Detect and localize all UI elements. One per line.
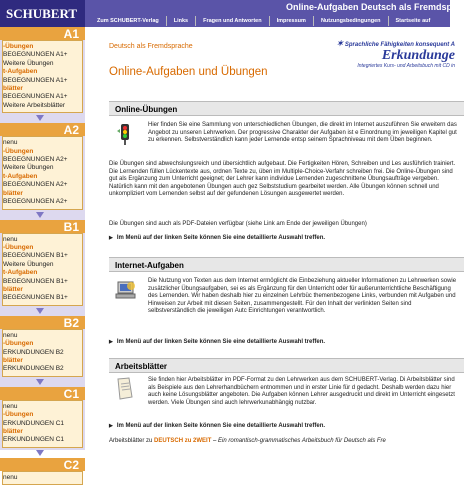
section-divider [0, 448, 85, 458]
sidebar-item[interactable]: blätter [3, 189, 23, 197]
top-nav-item[interactable]: Startseite auf [388, 16, 438, 26]
sidebar-item[interactable]: t-Aufgaben [3, 269, 38, 277]
level-header[interactable] [0, 220, 85, 233]
sidebar-item[interactable]: nenu [3, 235, 18, 243]
level-label: C1 [63, 386, 79, 401]
arbeitsblaetter-heading: Arbeitsblätter [109, 358, 464, 373]
sidebar-item[interactable]: BEGEGNUNGEN A2+ [3, 156, 68, 164]
top-bar [0, 0, 453, 27]
traffic-light-icon [115, 123, 135, 143]
top-nav [90, 16, 437, 26]
triangle-right-icon: ▶ [109, 235, 113, 241]
worksheet-icon [115, 377, 135, 397]
level-header[interactable] [0, 387, 85, 400]
sidebar-item[interactable]: ERKUNDUNGEN B2 [3, 365, 64, 373]
erkundungen-banner[interactable] [310, 39, 455, 69]
computer-icon [115, 279, 135, 299]
arrow-down-icon [36, 308, 44, 314]
level-header[interactable] [0, 316, 85, 329]
arbeitsblaetter-footer-line [109, 438, 459, 446]
level-menu [2, 233, 83, 306]
level-menu [2, 40, 83, 113]
level-header[interactable] [0, 27, 85, 40]
sidebar-item[interactable]: BEGEGNUNGEN A2+ [3, 198, 68, 206]
site-title: Online-Aufgaben Deutsch als Fremdsp [286, 2, 453, 12]
sidebar-item[interactable]: t-Aufgaben [3, 172, 38, 180]
footer-pre: Arbeitsblätter zu [109, 438, 155, 444]
internet-menu-hint[interactable] [109, 339, 325, 345]
level-label: B2 [63, 315, 79, 330]
sidebar [0, 27, 85, 481]
level-menu [2, 400, 83, 448]
online-uebungen-heading: Online-Übungen [109, 101, 464, 116]
sidebar-item[interactable]: BEGEGNUNGEN B1+ [3, 294, 68, 302]
sidebar-item[interactable]: nenu [3, 331, 18, 339]
online-menu-hint-text: Im Menü auf der linken Seite können Sie eine detaillierte Auswahl treffen. [116, 235, 326, 241]
arrow-down-icon [36, 212, 44, 218]
sidebar-item[interactable]: Weitere Übungen [3, 260, 54, 268]
page-title: Online-Aufgaben und Übungen [109, 66, 268, 78]
sidebar-item[interactable]: nenu [3, 473, 18, 481]
level-header[interactable] [0, 123, 85, 136]
sidebar-item[interactable]: -Übungen [3, 243, 34, 251]
level-menu [2, 329, 83, 377]
level-label: B1 [63, 219, 79, 234]
internet-paragraph: Die Nutzung von Texten aus dem Internet ermöglicht die Einbeziehung aktueller Informationen zu Lehrwerken sowie zusätzlicher Übungsaufgaben, sei es als Ergänzung für den Unterricht oder für außerunterrichtliche Beschäftigung des Lernenden. Wir haben deshalb hier zu einzelnen Lehrbüc themenbezogene Links, verbunden mit Aufgaben und Hinweisen zur Arbeit mit diesen Seiten, zusammengestellt. Für den Inhalt der verlinkten Seiten sind selbstverständlich die jeweiligen Autc Einrichtungen verantwortlich. [148, 278, 457, 315]
star-icon: ✶ [336, 39, 344, 48]
sidebar-item[interactable]: ERKUNDUNGEN C1 [3, 436, 65, 444]
sidebar-item[interactable]: -Übungen [3, 411, 34, 419]
arbeitsblaetter-menu-hint-text: Im Menü auf der linken Seite können Sie eine detaillierte Auswahl treffen. [116, 423, 326, 429]
arbeitsblaetter-paragraph: Sie finden hier Arbeitsblätter im PDF-Format zu den Lehrwerken aus dem SCHUBERT-Verlag. Di Arbeitsblätter sind als Beispiele aus den Lehrerhandbüchern entnommen und in erster Linie für d gedacht. Deshalb werden dazu hier auch keine Lösungsblätter angeboten. Die Aufgaben können Lehrer ausgedruckt und direkt im Unterricht eingesetzt werden. Viele Übungen sind auch lehrwerkunabhängig nutzbar. [148, 377, 455, 406]
top-nav-item[interactable]: Fragen und Antworten [195, 16, 268, 26]
top-nav-item[interactable]: Links [166, 16, 195, 26]
sidebar-item[interactable]: Weitere Arbeitsblätter [3, 101, 66, 109]
deutsch-zu-zweit-link[interactable]: DEUTSCH zu 2WEIT [154, 438, 212, 444]
level-label: A2 [63, 123, 79, 138]
page-subtitle: Deutsch als Fremdsprache [109, 43, 193, 50]
sidebar-item[interactable]: nenu [3, 402, 18, 410]
triangle-right-icon: ▶ [109, 423, 113, 429]
section-divider [0, 306, 85, 316]
level-header[interactable] [0, 458, 85, 471]
internet-aufgaben-heading: Internet-Aufgaben [109, 257, 464, 272]
online-menu-hint[interactable] [109, 235, 325, 241]
sidebar-item[interactable]: -Übungen [3, 43, 34, 50]
level-label: C2 [63, 457, 79, 472]
online-paragraph-2: Die Übungen sind abwechslungsreich und übersichtlich aufgebaut. Die Fertigkeiten Hören, Schreiben und Les ausführlich trainiert. Die Lernenden füllen Lückentexte aus, ordnen Texte zu, üben im Multiple-Choice-Verfahr schreiben frei. Die Online-Übungen sind gut als Ergänzung zum Unterricht geeignet; der Lehrer kann individue Lernenden zugeschnittene Übungsaufträge vergeben. Natürlich kann mit den angebotenen Übungen auch gez Selbststudium gearbeitet werden. Alle Übungen können schnell und unkompliziert vom Lernenden selbst auf der gefundenen Lösungen ausgewertet werden. [109, 161, 456, 198]
sidebar-item[interactable]: -Übungen [3, 147, 34, 155]
sidebar-item[interactable]: blätter [3, 356, 23, 364]
sidebar-item[interactable]: BEGEGNUNGEN A1+ [3, 93, 68, 101]
logo[interactable]: SCHUBERT [0, 0, 85, 27]
arbeitsblaetter-menu-hint[interactable] [109, 423, 325, 429]
arrow-down-icon [36, 379, 44, 385]
footer-post: – Ein romantisch-grammatisches Arbeitsbuch für Deutsch als Fre [211, 438, 386, 444]
top-nav-item[interactable]: Zum SCHUBERT-Verlag [97, 18, 159, 24]
main-content [85, 27, 457, 450]
sidebar-item[interactable]: Weitere Übungen [3, 164, 54, 172]
sidebar-item[interactable]: BEGEGNUNGEN A1+ [3, 76, 68, 84]
sidebar-item[interactable]: ERKUNDUNGEN B2 [3, 348, 64, 356]
online-paragraph-3: Die Übungen sind auch als PDF-Dateien verfügbar (siehe Link am Ende der jeweiligen Übungen) [109, 221, 367, 227]
level-label: A1 [63, 27, 79, 41]
sidebar-item[interactable]: Weitere Übungen [3, 59, 54, 67]
sidebar-item[interactable]: BEGEGNUNGEN B1+ [3, 277, 68, 285]
section-divider [0, 377, 85, 387]
section-divider [0, 210, 85, 220]
level-menu [2, 471, 83, 485]
sidebar-item[interactable]: blätter [3, 85, 23, 93]
level-menu [2, 136, 83, 209]
sidebar-item[interactable]: BEGEGNUNGEN B1+ [3, 252, 68, 260]
top-nav-item[interactable]: Nutzungsbedingungen [313, 16, 388, 26]
banner-slogan: Sprachliche Fähigkeiten konsequent A [344, 42, 455, 48]
sidebar-item[interactable]: t-Aufgaben [3, 68, 38, 76]
arrow-down-icon [36, 450, 44, 456]
sidebar-item[interactable]: blätter [3, 285, 23, 293]
sidebar-item[interactable]: ERKUNDUNGEN C1 [3, 419, 65, 427]
online-paragraph-1: Hier finden Sie eine Sammlung von unterschiedlichen Übungen, die direkt im Internet auszuführen Sie erweitern das Angebot zu unseren Lehrwerken. Der progressive Charakter der Aufgaben ist e Einordnung im jeweiligen Kapitel gut zu erkennen. Selbstverständlich kann jeder Lernende entsp seinem Sprachniveau mit dem Üben beginnen. [148, 122, 457, 144]
sidebar-item[interactable]: BEGEGNUNGEN A1+ [3, 51, 68, 59]
sidebar-item[interactable]: nenu [3, 139, 18, 147]
banner-brand: Erkundunge [381, 48, 455, 63]
banner-tagline: Integriertes Kurs- und Arbeitsbuch mit CD in [357, 63, 455, 69]
sidebar-item[interactable]: BEGEGNUNGEN A2+ [3, 181, 68, 189]
sidebar-item[interactable]: blätter [3, 428, 23, 435]
top-nav-item[interactable]: Impressum [269, 16, 313, 26]
sidebar-item[interactable]: -Übungen [3, 340, 34, 348]
section-divider [0, 113, 85, 123]
arrow-down-icon [36, 115, 44, 121]
triangle-right-icon: ▶ [109, 339, 113, 345]
internet-menu-hint-text: Im Menü auf der linken Seite können Sie eine detaillierte Auswahl treffen. [116, 339, 326, 345]
